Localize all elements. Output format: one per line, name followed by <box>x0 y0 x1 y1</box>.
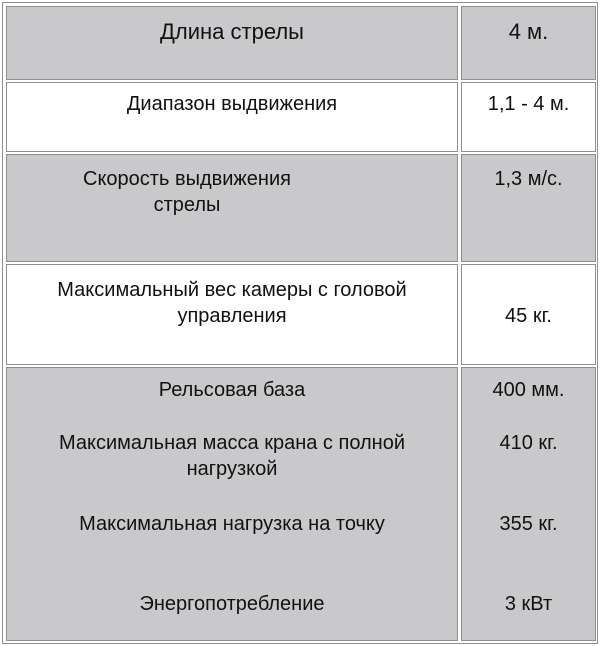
label-cell <box>6 367 458 641</box>
spec-label-line: Скорость выдвижения <box>83 168 291 190</box>
spec-label: Энергопотребление <box>139 593 325 615</box>
value-cell <box>461 154 596 262</box>
spec-value: 1,3 м/с. <box>494 168 563 190</box>
spec-value: 355 кг. <box>499 513 558 535</box>
label-cell <box>6 264 458 365</box>
spec-label-line: Максимальный вес камеры с головой <box>57 279 407 301</box>
value-cell <box>461 264 596 365</box>
label-cell <box>6 154 458 262</box>
table-row <box>6 154 596 262</box>
spec-label-line: нагрузкой <box>186 458 278 480</box>
spec-value: 410 кг. <box>499 432 558 454</box>
table-row <box>6 367 596 641</box>
value-cell <box>461 82 596 152</box>
label-cell <box>6 6 458 80</box>
spec-label: Длина стрелы <box>160 19 304 44</box>
table-row <box>6 6 596 80</box>
spec-label: Максимальная нагрузка на точку <box>79 513 385 535</box>
spec-value: 1,1 - 4 м. <box>487 93 570 115</box>
spec-value: 4 м. <box>508 19 549 44</box>
spec-table <box>2 2 598 644</box>
spec-label: Диапазон выдвижения <box>126 93 338 115</box>
table-row <box>6 82 596 152</box>
table-row <box>6 264 596 365</box>
label-cell <box>6 82 458 152</box>
spec-label-line: Максимальная масса крана с полной <box>58 432 406 454</box>
value-cell <box>461 367 596 641</box>
spec-label-line: управления <box>177 305 287 327</box>
spec-label: Рельсовая база <box>158 379 306 401</box>
spec-value: 400 мм. <box>492 379 565 401</box>
spec-value: 45 кг. <box>505 305 552 327</box>
spec-label-line: стрелы <box>153 194 221 216</box>
spec-value: 3 кВт <box>504 593 553 615</box>
value-cell <box>461 6 596 80</box>
